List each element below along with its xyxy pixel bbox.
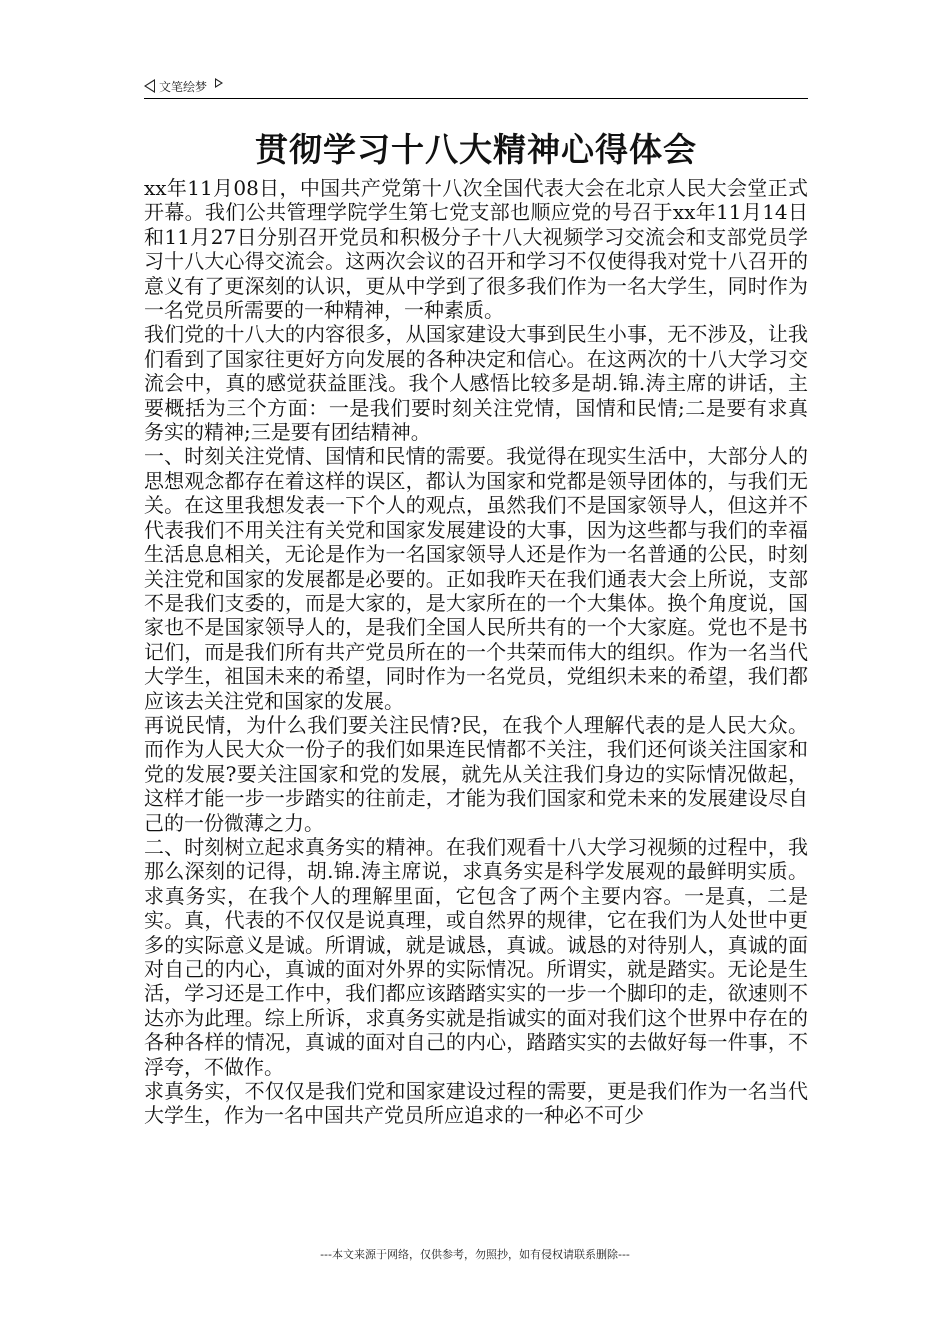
- triangle-left-icon: [144, 79, 155, 93]
- header-divider: [144, 98, 808, 99]
- document-body: [144, 176, 808, 1128]
- header-brand: 文笔绘梦: [159, 79, 208, 94]
- triangle-right-icon: [215, 78, 223, 88]
- paragraph: 我们党的十八大的内容很多，从国家建设大事到民生小事，无不涉及，让我们看到了国家往更好方向发展的各种决定和信心。在这两次的十八大学习交流会中，真的感觉获益匪浅。我个人感悟比较多是胡.锦.涛主席的讲话，主要概括为三个方面：一是我们要时刻关注党情，国情和民情;二是要有求真务实的精神;三是要有团结精神。: [144, 322, 808, 445]
- paragraph: xx年11月08日，中国共产党第十八次全国代表大会在北京人民大会堂正式开幕。我们公共管理学院学生第七党支部也顺应党的号召于xx年11月14日和11月27日分别召开党员和积极分子十八大视频学习交流会和支部党员学习十八大心得交流会。这两次会议的召开和学习不仅使得我对党十八召开的意义有了更深刻的认识，更从中学到了很多我们作为一名大学生，同时作为一名党员所需要的一种精神，一种素质。: [144, 176, 808, 323]
- paragraph: 一、时刻关注党情、国情和民情的需要。我觉得在现实生活中，大部分人的思想观念都存在着这样的误区，都认为国家和党都是领导团体的，与我们无关。在这里我想发表一下个人的观点，虽然我们不是国家领导人，但这并不代表我们不用关注有关党和国家发展建设的大事，因为这些都与我们的幸福生活息息相关，无论是作为一名国家领导人还是作为一名普通的公民，时刻关注党和国家的发展都是必要的。正如我昨天在我们通表大会上所说，支部不是我们支委的，而是大家的，是大家所在的一个大集体。换个角度说，国家也不是国家领导人的，是我们全国人民所共有的一个大家庭。党也不是书记们，而是我们所有共产党员所在的一个共荣而伟大的组织。作为一名当代大学生，祖国未来的希望，同时作为一名党员，党组织未来的希望，我们都应该去关注党和国家的发展。: [144, 444, 808, 713]
- paragraph: 二、时刻树立起求真务实的精神。在我们观看十八大学习视频的过程中，我那么深刻的记得，胡.锦.涛主席说，求真务实是科学发展观的最鲜明实质。求真务实，在我个人的理解里面，它包含了两个主要内容。一是真，二是实。真，代表的不仅仅是说真理，或自然界的规律，它在我们为人处世中更多的实际意义是诚。所谓诚，就是诚恳，真诚。诚恳的对待别人，真诚的面对自己的内心，真诚的面对外界的实际情况。所谓实，就是踏实。无论是生活，学习还是工作中，我们都应该踏踏实实的一步一个脚印的走，欲速则不达亦为此理。综上所诉，求真务实就是指诚实的面对我们这个世界中存在的各种各样的情况，真诚的面对自己的内心，踏踏实实的去做好每一件事，不浮夸，不做作。: [144, 834, 808, 1079]
- paragraph: 再说民情，为什么我们要关注民情?民，在我个人理解代表的是人民大众。而作为人民大众一份子的我们如果连民情都不关注，我们还何谈关注国家和党的发展?要关注国家和党的发展，就先从关注我们身边的实际情况做起，这样才能一步一步踏实的往前走，才能为我们国家和党未来的发展建设尽自己的一份微薄之力。: [144, 712, 808, 835]
- paragraph: 求真务实，不仅仅是我们党和国家建设过程的需要，更是我们作为一名当代大学生，作为一名中国共产党员所应追求的一种必不可少: [144, 1079, 808, 1128]
- document-title: 贯彻学习十八大精神心得体会: [255, 130, 697, 169]
- page-footer: ---本文来源于网络，仅供参考，勿照抄，如有侵权请联系删除---: [320, 1248, 630, 1261]
- page-header: [144, 76, 808, 96]
